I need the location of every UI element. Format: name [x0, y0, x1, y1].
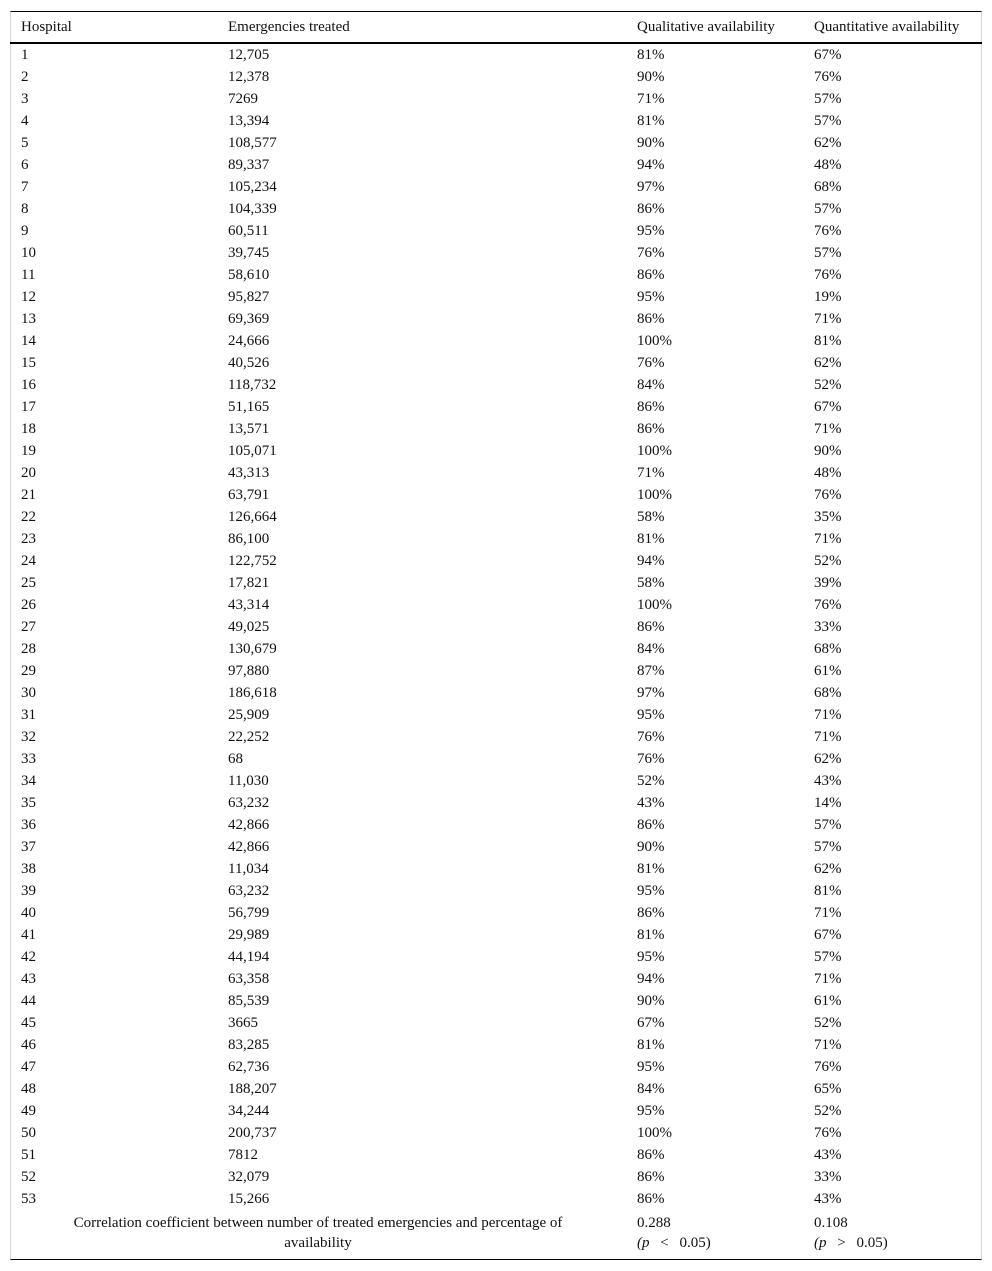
cell-hospital: 44: [21, 993, 36, 1009]
cell-quantitative-availability: 57%: [814, 817, 842, 833]
cell-qualitative-availability: 71%: [637, 91, 665, 107]
table-row: [10, 770, 982, 792]
cell-qualitative-availability: 95%: [637, 707, 665, 723]
table-row: [10, 748, 982, 770]
table-row: [10, 550, 982, 572]
cell-hospital: 39: [21, 883, 36, 899]
cell-quantitative-availability: 57%: [814, 113, 842, 129]
cell-emergencies-treated: 42,866: [228, 817, 270, 833]
table-row: [10, 484, 982, 506]
table-row: [10, 440, 982, 462]
cell-emergencies-treated: 68: [228, 751, 243, 767]
table-row: [10, 968, 982, 990]
cell-quantitative-availability: 14%: [814, 795, 842, 811]
cell-qualitative-availability: 86%: [637, 421, 665, 437]
cell-quantitative-availability: 71%: [814, 531, 842, 547]
cell-hospital: 38: [21, 861, 36, 877]
cell-hospital: 16: [21, 377, 36, 393]
cell-qualitative-availability: 76%: [637, 729, 665, 745]
cell-emergencies-treated: 29,989: [228, 927, 270, 943]
cell-quantitative-availability: 71%: [814, 421, 842, 437]
cell-emergencies-treated: 89,337: [228, 157, 270, 173]
cell-qualitative-availability: 84%: [637, 377, 665, 393]
cell-quantitative-availability: 81%: [814, 883, 842, 899]
table-body: [10, 43, 982, 1256]
quantitative-p-operator: >: [837, 1235, 846, 1251]
cell-quantitative-availability: 76%: [814, 267, 842, 283]
cell-hospital: 47: [21, 1059, 36, 1075]
cell-qualitative-availability: 95%: [637, 289, 665, 305]
cell-qualitative-availability: 52%: [637, 773, 665, 789]
cell-quantitative-availability: 62%: [814, 355, 842, 371]
cell-qualitative-availability: 86%: [637, 1147, 665, 1163]
cell-emergencies-treated: 186,618: [228, 685, 277, 701]
table-row: [10, 594, 982, 616]
cell-emergencies-treated: 58,610: [228, 267, 270, 283]
table-row: [10, 396, 982, 418]
cell-qualitative-availability: 100%: [637, 487, 672, 503]
cell-quantitative-availability: 67%: [814, 399, 842, 415]
cell-quantitative-availability: 71%: [814, 729, 842, 745]
cell-qualitative-availability: 71%: [637, 465, 665, 481]
cell-qualitative-availability: 94%: [637, 971, 665, 987]
cell-emergencies-treated: 39,745: [228, 245, 270, 261]
cell-emergencies-treated: 122,752: [228, 553, 277, 569]
cell-emergencies-treated: 97,880: [228, 663, 270, 679]
cell-hospital: 42: [21, 949, 36, 965]
quantitative-coefficient: 0.108: [814, 1215, 848, 1231]
cell-hospital: 2: [21, 69, 29, 85]
table-row: [10, 1188, 982, 1210]
cell-emergencies-treated: 95,827: [228, 289, 270, 305]
qualitative-p-value: [637, 1233, 803, 1253]
cell-hospital: 5: [21, 135, 29, 151]
table-row: [10, 132, 982, 154]
cell-hospital: 36: [21, 817, 36, 833]
cell-hospital: 20: [21, 465, 36, 481]
table-row: [10, 880, 982, 902]
cell-qualitative-availability: 67%: [637, 1015, 665, 1031]
cell-quantitative-availability: 52%: [814, 1103, 842, 1119]
cell-hospital: 10: [21, 245, 36, 261]
table-row: [10, 220, 982, 242]
table-row: [10, 572, 982, 594]
header-emergencies-treated: Emergencies treated: [217, 12, 626, 43]
table-row: [10, 836, 982, 858]
cell-qualitative-availability: 81%: [637, 113, 665, 129]
cell-qualitative-availability: 95%: [637, 883, 665, 899]
cell-qualitative-availability: 84%: [637, 641, 665, 657]
cell-quantitative-availability: 71%: [814, 905, 842, 921]
cell-hospital: 30: [21, 685, 36, 701]
cell-qualitative-availability: 81%: [637, 1037, 665, 1053]
table-row: [10, 792, 982, 814]
cell-hospital: 8: [21, 201, 29, 217]
cell-qualitative-availability: 95%: [637, 223, 665, 239]
cell-quantitative-availability: 71%: [814, 1037, 842, 1053]
cell-hospital: 18: [21, 421, 36, 437]
cell-quantitative-availability: 52%: [814, 553, 842, 569]
cell-qualitative-availability: 86%: [637, 267, 665, 283]
qualitative-coefficient: 0.288: [637, 1215, 671, 1231]
cell-emergencies-treated: 62,736: [228, 1059, 270, 1075]
cell-qualitative-availability: 100%: [637, 333, 672, 349]
cell-emergencies-treated: 17,821: [228, 575, 270, 591]
cell-qualitative-availability: 58%: [637, 575, 665, 591]
cell-quantitative-availability: 71%: [814, 971, 842, 987]
cell-qualitative-availability: 97%: [637, 685, 665, 701]
cell-quantitative-availability: 43%: [814, 1191, 842, 1207]
cell-emergencies-treated: 42,866: [228, 839, 270, 855]
cell-hospital: 52: [21, 1169, 36, 1185]
cell-emergencies-treated: 43,313: [228, 465, 270, 481]
cell-hospital: 23: [21, 531, 36, 547]
cell-quantitative-availability: 76%: [814, 487, 842, 503]
cell-hospital: 49: [21, 1103, 36, 1119]
cell-hospital: 19: [21, 443, 36, 459]
cell-quantitative-availability: 35%: [814, 509, 842, 525]
cell-hospital: 45: [21, 1015, 36, 1031]
cell-qualitative-availability: 86%: [637, 1169, 665, 1185]
cell-hospital: 29: [21, 663, 36, 679]
cell-quantitative-availability: 62%: [814, 751, 842, 767]
table-row: [10, 1144, 982, 1166]
table-header: [10, 12, 982, 43]
table-row: [10, 946, 982, 968]
cell-qualitative-availability: 90%: [637, 839, 665, 855]
table-row: [10, 154, 982, 176]
table-row: [10, 1100, 982, 1122]
table-row: [10, 660, 982, 682]
cell-quantitative-availability: 33%: [814, 619, 842, 635]
table-row: [10, 682, 982, 704]
cell-qualitative-availability: 94%: [637, 157, 665, 173]
cell-qualitative-availability: 90%: [637, 69, 665, 85]
cell-emergencies-treated: 200,737: [228, 1125, 277, 1141]
cell-qualitative-availability: 86%: [637, 201, 665, 217]
cell-emergencies-treated: 126,664: [228, 509, 277, 525]
cell-emergencies-treated: 63,358: [228, 971, 270, 987]
cell-hospital: 33: [21, 751, 36, 767]
cell-quantitative-availability: 52%: [814, 377, 842, 393]
cell-quantitative-availability: 68%: [814, 641, 842, 657]
cell-emergencies-treated: 86,100: [228, 531, 270, 547]
correlation-row: [10, 1210, 982, 1256]
cell-quantitative-availability: 67%: [814, 47, 842, 63]
cell-quantitative-availability: 19%: [814, 289, 842, 305]
cell-hospital: 1: [21, 47, 29, 63]
cell-quantitative-availability: 68%: [814, 179, 842, 195]
cell-emergencies-treated: 43,314: [228, 597, 270, 613]
table-row: [10, 308, 982, 330]
cell-quantitative-availability: 68%: [814, 685, 842, 701]
cell-hospital: 11: [21, 267, 36, 283]
cell-quantitative-availability: 57%: [814, 245, 842, 261]
cell-qualitative-availability: 100%: [637, 597, 672, 613]
cell-hospital: 22: [21, 509, 36, 525]
cell-emergencies-treated: 69,369: [228, 311, 270, 327]
table-row: [10, 1034, 982, 1056]
cell-hospital: 41: [21, 927, 36, 943]
table-row: [10, 1056, 982, 1078]
cell-emergencies-treated: 49,025: [228, 619, 270, 635]
cell-emergencies-treated: 63,232: [228, 883, 270, 899]
cell-emergencies-treated: 11,034: [228, 861, 269, 877]
table-row: [10, 814, 982, 836]
table-row: [10, 506, 982, 528]
table-row: [10, 704, 982, 726]
cell-emergencies-treated: 12,705: [228, 47, 270, 63]
table-row: [10, 198, 982, 220]
qualitative-correlation: [626, 1210, 803, 1256]
cell-quantitative-availability: 71%: [814, 311, 842, 327]
cell-qualitative-availability: 86%: [637, 619, 665, 635]
cell-emergencies-treated: 22,252: [228, 729, 270, 745]
table-row: [10, 374, 982, 396]
table-row: [10, 528, 982, 550]
cell-qualitative-availability: 95%: [637, 1103, 665, 1119]
cell-hospital: 26: [21, 597, 36, 613]
cell-quantitative-availability: 90%: [814, 443, 842, 459]
quantitative-p-threshold: 0.05): [856, 1235, 888, 1251]
cell-qualitative-availability: 81%: [637, 927, 665, 943]
cell-emergencies-treated: 3665: [228, 1015, 258, 1031]
cell-quantitative-availability: 48%: [814, 465, 842, 481]
cell-emergencies-treated: 108,577: [228, 135, 277, 151]
cell-emergencies-treated: 13,571: [228, 421, 270, 437]
table-row: [10, 858, 982, 880]
cell-hospital: 53: [21, 1191, 36, 1207]
qualitative-p-operator: <: [660, 1235, 669, 1251]
cell-hospital: 4: [21, 113, 29, 129]
cell-hospital: 40: [21, 905, 36, 921]
cell-qualitative-availability: 76%: [637, 355, 665, 371]
cell-quantitative-availability: 57%: [814, 91, 842, 107]
cell-emergencies-treated: 63,232: [228, 795, 270, 811]
table-row: [10, 418, 982, 440]
cell-qualitative-availability: 76%: [637, 245, 665, 261]
cell-quantitative-availability: 81%: [814, 333, 842, 349]
cell-qualitative-availability: 95%: [637, 1059, 665, 1075]
quantitative-p-open: (p: [814, 1235, 827, 1251]
cell-hospital: 32: [21, 729, 36, 745]
cell-quantitative-availability: 57%: [814, 949, 842, 965]
cell-emergencies-treated: 56,799: [228, 905, 270, 921]
table-row: [10, 264, 982, 286]
cell-hospital: 15: [21, 355, 36, 371]
cell-emergencies-treated: 63,791: [228, 487, 270, 503]
cell-emergencies-treated: 51,165: [228, 399, 270, 415]
header-quantitative-availability: Quantitative availability: [803, 12, 982, 43]
cell-qualitative-availability: 58%: [637, 509, 665, 525]
cell-quantitative-availability: 67%: [814, 927, 842, 943]
cell-quantitative-availability: 76%: [814, 69, 842, 85]
cell-qualitative-availability: 100%: [637, 1125, 672, 1141]
availability-table: [10, 12, 982, 1256]
cell-hospital: 17: [21, 399, 36, 415]
cell-hospital: 28: [21, 641, 36, 657]
cell-emergencies-treated: 24,666: [228, 333, 270, 349]
cell-emergencies-treated: 105,234: [228, 179, 277, 195]
cell-quantitative-availability: 57%: [814, 839, 842, 855]
cell-qualitative-availability: 84%: [637, 1081, 665, 1097]
cell-quantitative-availability: 43%: [814, 1147, 842, 1163]
table-row: [10, 66, 982, 88]
table-row: [10, 1078, 982, 1100]
cell-hospital: 7: [21, 179, 29, 195]
cell-quantitative-availability: 76%: [814, 1125, 842, 1141]
cell-quantitative-availability: 62%: [814, 861, 842, 877]
cell-hospital: 9: [21, 223, 29, 239]
cell-qualitative-availability: 86%: [637, 1191, 665, 1207]
table-row: [10, 330, 982, 352]
table-row: [10, 1166, 982, 1188]
cell-qualitative-availability: 81%: [637, 47, 665, 63]
quantitative-p-value: [814, 1233, 982, 1253]
cell-hospital: 43: [21, 971, 36, 987]
cell-hospital: 12: [21, 289, 36, 305]
cell-qualitative-availability: 43%: [637, 795, 665, 811]
table-row: [10, 43, 982, 66]
cell-qualitative-availability: 86%: [637, 399, 665, 415]
table-row: [10, 88, 982, 110]
cell-emergencies-treated: 83,285: [228, 1037, 270, 1053]
cell-emergencies-treated: 32,079: [228, 1169, 270, 1185]
cell-qualitative-availability: 90%: [637, 135, 665, 151]
cell-hospital: 24: [21, 553, 36, 569]
table-row: [10, 352, 982, 374]
table-row: [10, 902, 982, 924]
cell-emergencies-treated: 85,539: [228, 993, 270, 1009]
table-row: [10, 176, 982, 198]
cell-qualitative-availability: 81%: [637, 861, 665, 877]
cell-hospital: 14: [21, 333, 36, 349]
cell-emergencies-treated: 188,207: [228, 1081, 277, 1097]
cell-quantitative-availability: 76%: [814, 223, 842, 239]
correlation-label: Correlation coefficient between number of treated emergencies and percentage of availability: [73, 1215, 563, 1251]
cell-quantitative-availability: 62%: [814, 135, 842, 151]
cell-quantitative-availability: 39%: [814, 575, 842, 591]
header-qualitative-availability: Qualitative availability: [626, 12, 803, 43]
cell-emergencies-treated: 7269: [228, 91, 258, 107]
cell-emergencies-treated: 11,030: [228, 773, 269, 789]
cell-qualitative-availability: 86%: [637, 905, 665, 921]
cell-hospital: 48: [21, 1081, 36, 1097]
table-row: [10, 990, 982, 1012]
cell-emergencies-treated: 60,511: [228, 223, 269, 239]
table-row: [10, 924, 982, 946]
table-row: [10, 1012, 982, 1034]
cell-emergencies-treated: 12,378: [228, 69, 270, 85]
cell-hospital: 50: [21, 1125, 36, 1141]
cell-emergencies-treated: 34,244: [228, 1103, 270, 1119]
cell-emergencies-treated: 44,194: [228, 949, 270, 965]
table-row: [10, 638, 982, 660]
table-row: [10, 1122, 982, 1144]
cell-qualitative-availability: 97%: [637, 179, 665, 195]
cell-hospital: 31: [21, 707, 36, 723]
cell-hospital: 51: [21, 1147, 36, 1163]
cell-hospital: 35: [21, 795, 36, 811]
cell-hospital: 46: [21, 1037, 36, 1053]
cell-qualitative-availability: 94%: [637, 553, 665, 569]
cell-emergencies-treated: 40,526: [228, 355, 270, 371]
cell-hospital: 34: [21, 773, 36, 789]
cell-quantitative-availability: 57%: [814, 201, 842, 217]
cell-emergencies-treated: 15,266: [228, 1191, 270, 1207]
cell-emergencies-treated: 25,909: [228, 707, 270, 723]
cell-qualitative-availability: 86%: [637, 311, 665, 327]
cell-hospital: 25: [21, 575, 36, 591]
cell-hospital: 27: [21, 619, 36, 635]
cell-qualitative-availability: 95%: [637, 949, 665, 965]
table-row: [10, 110, 982, 132]
cell-emergencies-treated: 130,679: [228, 641, 277, 657]
table-row: [10, 462, 982, 484]
quantitative-correlation: [803, 1210, 982, 1256]
cell-qualitative-availability: 90%: [637, 993, 665, 1009]
table-row: [10, 286, 982, 308]
cell-hospital: 13: [21, 311, 36, 327]
cell-hospital: 37: [21, 839, 36, 855]
cell-qualitative-availability: 86%: [637, 817, 665, 833]
cell-hospital: 3: [21, 91, 29, 107]
cell-hospital: 21: [21, 487, 36, 503]
cell-qualitative-availability: 76%: [637, 751, 665, 767]
cell-quantitative-availability: 61%: [814, 663, 842, 679]
table-row: [10, 242, 982, 264]
qualitative-p-open: (p: [637, 1235, 650, 1251]
cell-quantitative-availability: 33%: [814, 1169, 842, 1185]
cell-quantitative-availability: 43%: [814, 773, 842, 789]
cell-quantitative-availability: 76%: [814, 597, 842, 613]
header-hospital: Hospital: [10, 12, 217, 43]
cell-emergencies-treated: 105,071: [228, 443, 277, 459]
table-row: [10, 616, 982, 638]
cell-qualitative-availability: 81%: [637, 531, 665, 547]
cell-qualitative-availability: 87%: [637, 663, 665, 679]
cell-emergencies-treated: 13,394: [228, 113, 270, 129]
cell-quantitative-availability: 65%: [814, 1081, 842, 1097]
cell-quantitative-availability: 48%: [814, 157, 842, 173]
cell-quantitative-availability: 71%: [814, 707, 842, 723]
cell-hospital: 6: [21, 157, 29, 173]
cell-emergencies-treated: 104,339: [228, 201, 277, 217]
cell-qualitative-availability: 100%: [637, 443, 672, 459]
cell-quantitative-availability: 61%: [814, 993, 842, 1009]
cell-emergencies-treated: 7812: [228, 1147, 258, 1163]
table-row: [10, 726, 982, 748]
cell-quantitative-availability: 52%: [814, 1015, 842, 1031]
cell-quantitative-availability: 76%: [814, 1059, 842, 1075]
qualitative-p-threshold: 0.05): [679, 1235, 711, 1251]
cell-emergencies-treated: 118,732: [228, 377, 277, 393]
